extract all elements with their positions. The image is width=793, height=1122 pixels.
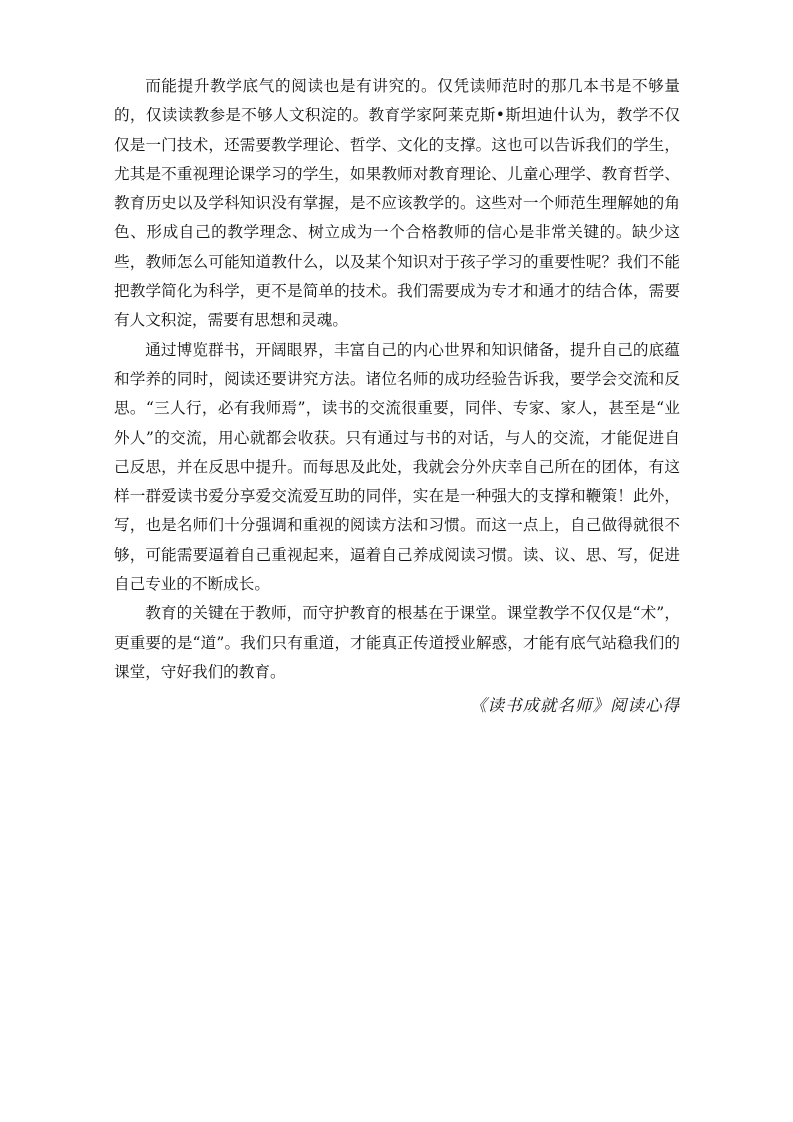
paragraph-1: 而能提升教学底气的阅读也是有讲究的。仅凭读师范时的那几本书是不够量的，仅读读教参是不够人文积淀的。教育学家阿莱克斯•斯坦迪什认为，教学不仅仅是一门技术，还需要教学理论、哲学、文化的支撑。这也可以告诉我们的学生，尤其是不重视理论课学习的学生，如果教师对教育理论、儿童心理学、教育哲学、教育历史以及学科知识没有掌握，是不应该教学的。这些对一个师范生理解她的角色、形成自己的教学理念、树立成为一个合格教师的信心是非常关键的。缺少这些，教师怎么可能知道教什么，以及某个知识对于孩子学习的重要性呢？我们不能把教学简化为科学，更不是简单的技术。我们需要成为专才和通才的结合体，需要有人文积淀，需要有思想和灵魂。 xyxy=(114,77,680,330)
signature-line: 《读书成就名师》阅读心得 xyxy=(470,696,680,716)
paragraph-3: 教育的关键在于教师，而守护教育的根基在于课堂。课堂教学不仅仅是“术”，更重要的是“道”。我们只有重道，才能真正传道授业解惑，才能有底气站稳我们的课堂，守好我们的教育。 xyxy=(114,604,680,681)
document-page xyxy=(114,72,680,721)
paragraph-2: 通过博览群书，开阔眼界，丰富自己的内心世界和知识储备，提升自己的底蕴和学养的同时，阅读还要讲究方法。诸位名师的成功经验告诉我，要学会交流和反思。“三人行，必有我师焉”，读书的交流很重要，同伴、专家、家人，甚至是“业外人”的交流，用心就都会收获。只有通过与书的对话，与人的交流，才能促进自己反思，并在反思中提升。而每思及此处，我就会分外庆幸自己所在的团体，有这样一群爱读书爱分享爱交流爱互助的同伴，实在是一种强大的支撑和鞭策！此外，写，也是名师们十分强调和重视的阅读方法和习惯。而这一点上，自己做得就很不够，可能需要逼着自己重视起来，逼着自己养成阅读习惯。读、议、思、写，促进自己专业的不断成长。 xyxy=(114,340,680,594)
